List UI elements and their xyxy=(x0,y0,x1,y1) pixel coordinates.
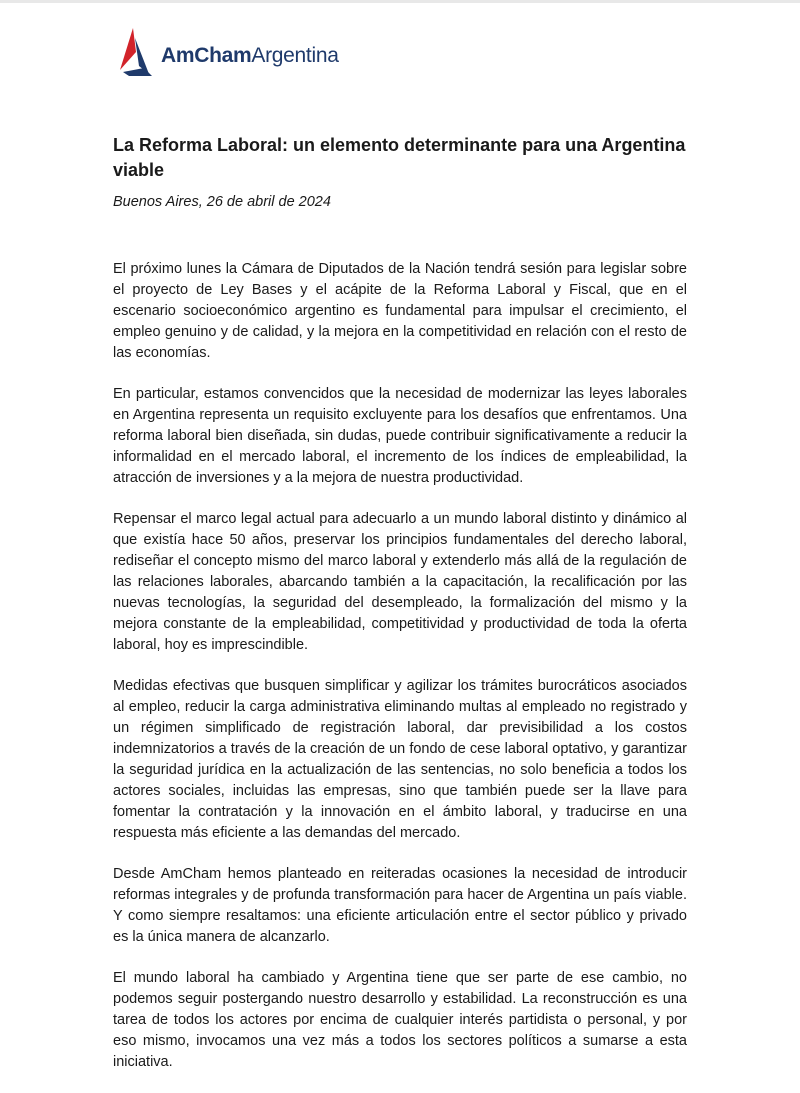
paragraph: El mundo laboral ha cambiado y Argentina tiene que ser parte de ese cambio, no podemos seguir postergando nuestro desarrollo y estabilidad. La reconstrucción es una tarea de todos los actores por encima de cualquier interés partidista o personal, y por eso mismo, invocamos una vez más a todos los sectores políticos a sumarse a esta iniciativa. xyxy=(113,970,687,1070)
logo-brand-regular: Argentina xyxy=(251,44,339,67)
document-title: La Reforma Laboral: un elemento determinante para una Argentina viable xyxy=(113,135,686,180)
amcham-sail-icon xyxy=(117,26,157,78)
logo-brand-bold: AmCham xyxy=(161,44,252,67)
amcham-logo xyxy=(117,26,339,78)
paragraph: En particular, estamos convencidos que la necesidad de modernizar las leyes laborales en Argentina representa un requisito excluyente para los desafíos que enfrentamos. Una reforma laboral bien diseñada, sin dudas, puede contribuir significativamente a reducir la informalidad en el mercado laboral, el incremento de los índices de empleabilidad, la atracción de inversiones y a la mejora de nuestra productividad. xyxy=(113,386,687,486)
paragraph: Medidas efectivas que busquen simplificar y agilizar los trámites burocráticos asociados al empleo, reducir la carga administrativa eliminando multas al empleado no registrado y un régimen simplificado de registración laboral, dar previsibilidad a los costos indemnizatorios a través de la creación de un fondo de cese laboral optativo, y garantizar la seguridad jurídica en la actualización de las sentencias, no solo beneficia a todos los actores sociales, incluidas las empresas, sino que también puede ser la llave para fomentar la contratación y la innovación en el ámbito laboral, y traducirse en una respuesta más eficiente a las demandas del mercado. xyxy=(113,678,687,841)
dateline: Buenos Aires, 26 de abril de 2024 xyxy=(113,194,331,210)
paragraph: Repensar el marco legal actual para adecuarlo a un mundo laboral distinto y dinámico al que existía hace 50 años, preservar los principios fundamentales del derecho laboral, rediseñar el concepto mismo del marco laboral y extenderlo más allá de la regulación de las relaciones laborales, abarcando también a la capacitación, la recalificación por las nuevas tecnologías, la seguridad del desempleado, la formalización del mismo y la mejora constante de la empleabilidad, competitividad y productividad de toda la oferta laboral, hoy es imprescindible. xyxy=(113,511,687,653)
top-border xyxy=(0,0,800,3)
document-body xyxy=(113,259,687,1093)
paragraph: El próximo lunes la Cámara de Diputados de la Nación tendrá sesión para legislar sobre el proyecto de Ley Bases y el acápite de la Reforma Laboral y Fiscal, que en el escenario socioeconómico argentino es fundamental para impulsar el crecimiento, el empleo genuino y de calidad, y la mejora en la competitividad en relación con el resto de las economías. xyxy=(113,261,687,361)
logo-wordmark xyxy=(161,44,339,68)
paragraph: Desde AmCham hemos planteado en reiteradas ocasiones la necesidad de introducir reformas integrales y de profunda transformación para hacer de Argentina un país viable. Y como siempre resaltamos: una eficiente articulación entre el sector público y privado es la única manera de alcanzarlo. xyxy=(113,866,687,945)
